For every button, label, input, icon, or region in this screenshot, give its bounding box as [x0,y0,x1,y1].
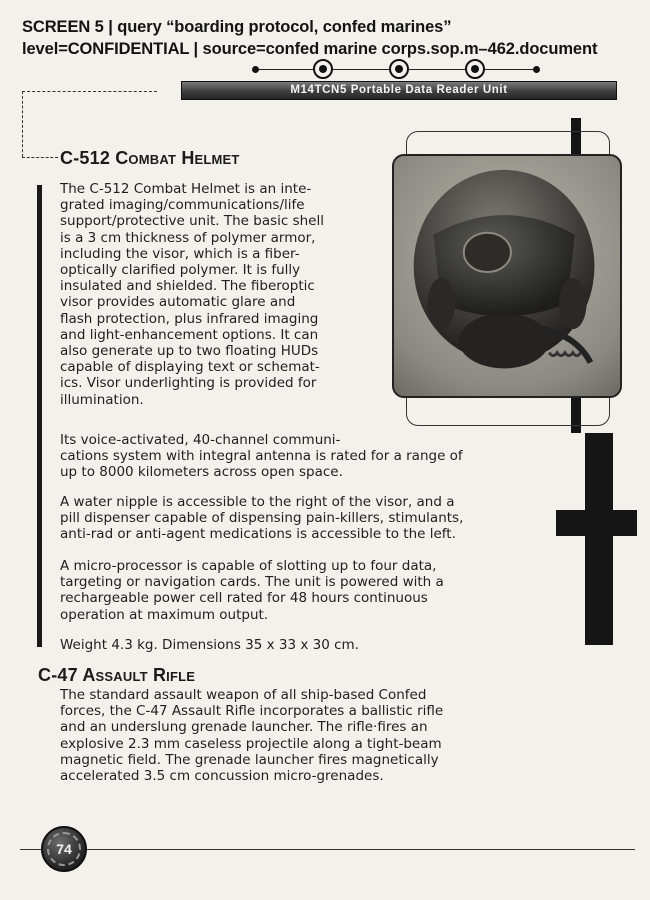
page-number-badge [41,826,87,872]
node-dot-icon [533,66,540,73]
right-accent-block [585,433,613,645]
dashed-bracket-side [22,91,23,157]
helmet-section-title: C-512 Combat Helmet [60,148,240,168]
dashed-bracket-bottom [22,157,58,158]
left-accent-bar [37,185,42,647]
source-line: level=CONFIDENTIAL | source=confed marine corps.sop.m–462.document [22,40,598,58]
helmet-paragraph: Its voice-activated, 40-channel communi- cations system with integral antenna is rated for a range of up to 8000 kilometers across open space. [60,432,463,481]
page-number: 74 [56,841,72,857]
footer-rule [20,849,635,850]
helmet-paragraph: The C-512 Combat Helmet is an inte- grated imaging/communications/life support/protective unit. The basic shell is a 3 cm thickness of polymer armor, including the visor, which is a fiber- optically clarified polymer. It is fully insulated and shielded. The fiberoptic visor provides automatic glare and flash protection, plus infrared imaging and light-enhancement options. It can also generate up to two floating HUDs capable of displaying text or schemat- ics. Visor underlighting is provided for illumination. [60,181,324,408]
node-ring-icon [313,59,333,79]
node-ring-icon [465,59,485,79]
helmet-paragraph: A water nipple is accessible to the right of the visor, and a pill dispenser capable of dispensing pain-killers, stimulants, anti-rad or anti-agent medications is accessible to the left. [60,494,464,543]
helmet-specs: Weight 4.3 kg. Dimensions 35 x 33 x 30 cm. [60,637,359,653]
query-line: SCREEN 5 | query “boarding protocol, confed marines” [22,18,452,36]
device-banner: M14TCN5 Portable Data Reader Unit [181,81,617,100]
helmet-photo [392,154,622,398]
rifle-paragraph: The standard assault weapon of all ship-based Confed forces, the C-47 Assault Rifle incorporates a ballistic rifle and an underslung grenade launcher. The rifle·fires an explosive 2.3 mm caseless projectile along a tight-beam magnetic field. The grenade launcher fires magnetically accelerated 3.5 cm concussion micro-grenades. [60,687,444,785]
rifle-section-title: C-47 Assault Rifle [38,665,196,685]
helmet-paragraph: A micro-processor is capable of slotting up to four data, targeting or navigation cards. The unit is powered with a rechargeable power cell rated for 48 hours continuous operation at maximum output. [60,558,444,623]
node-dot-icon [252,66,259,73]
dashed-bracket-top [22,91,157,92]
node-ring-icon [389,59,409,79]
right-cross-bar [556,510,637,536]
helmet-illustration [394,156,620,396]
